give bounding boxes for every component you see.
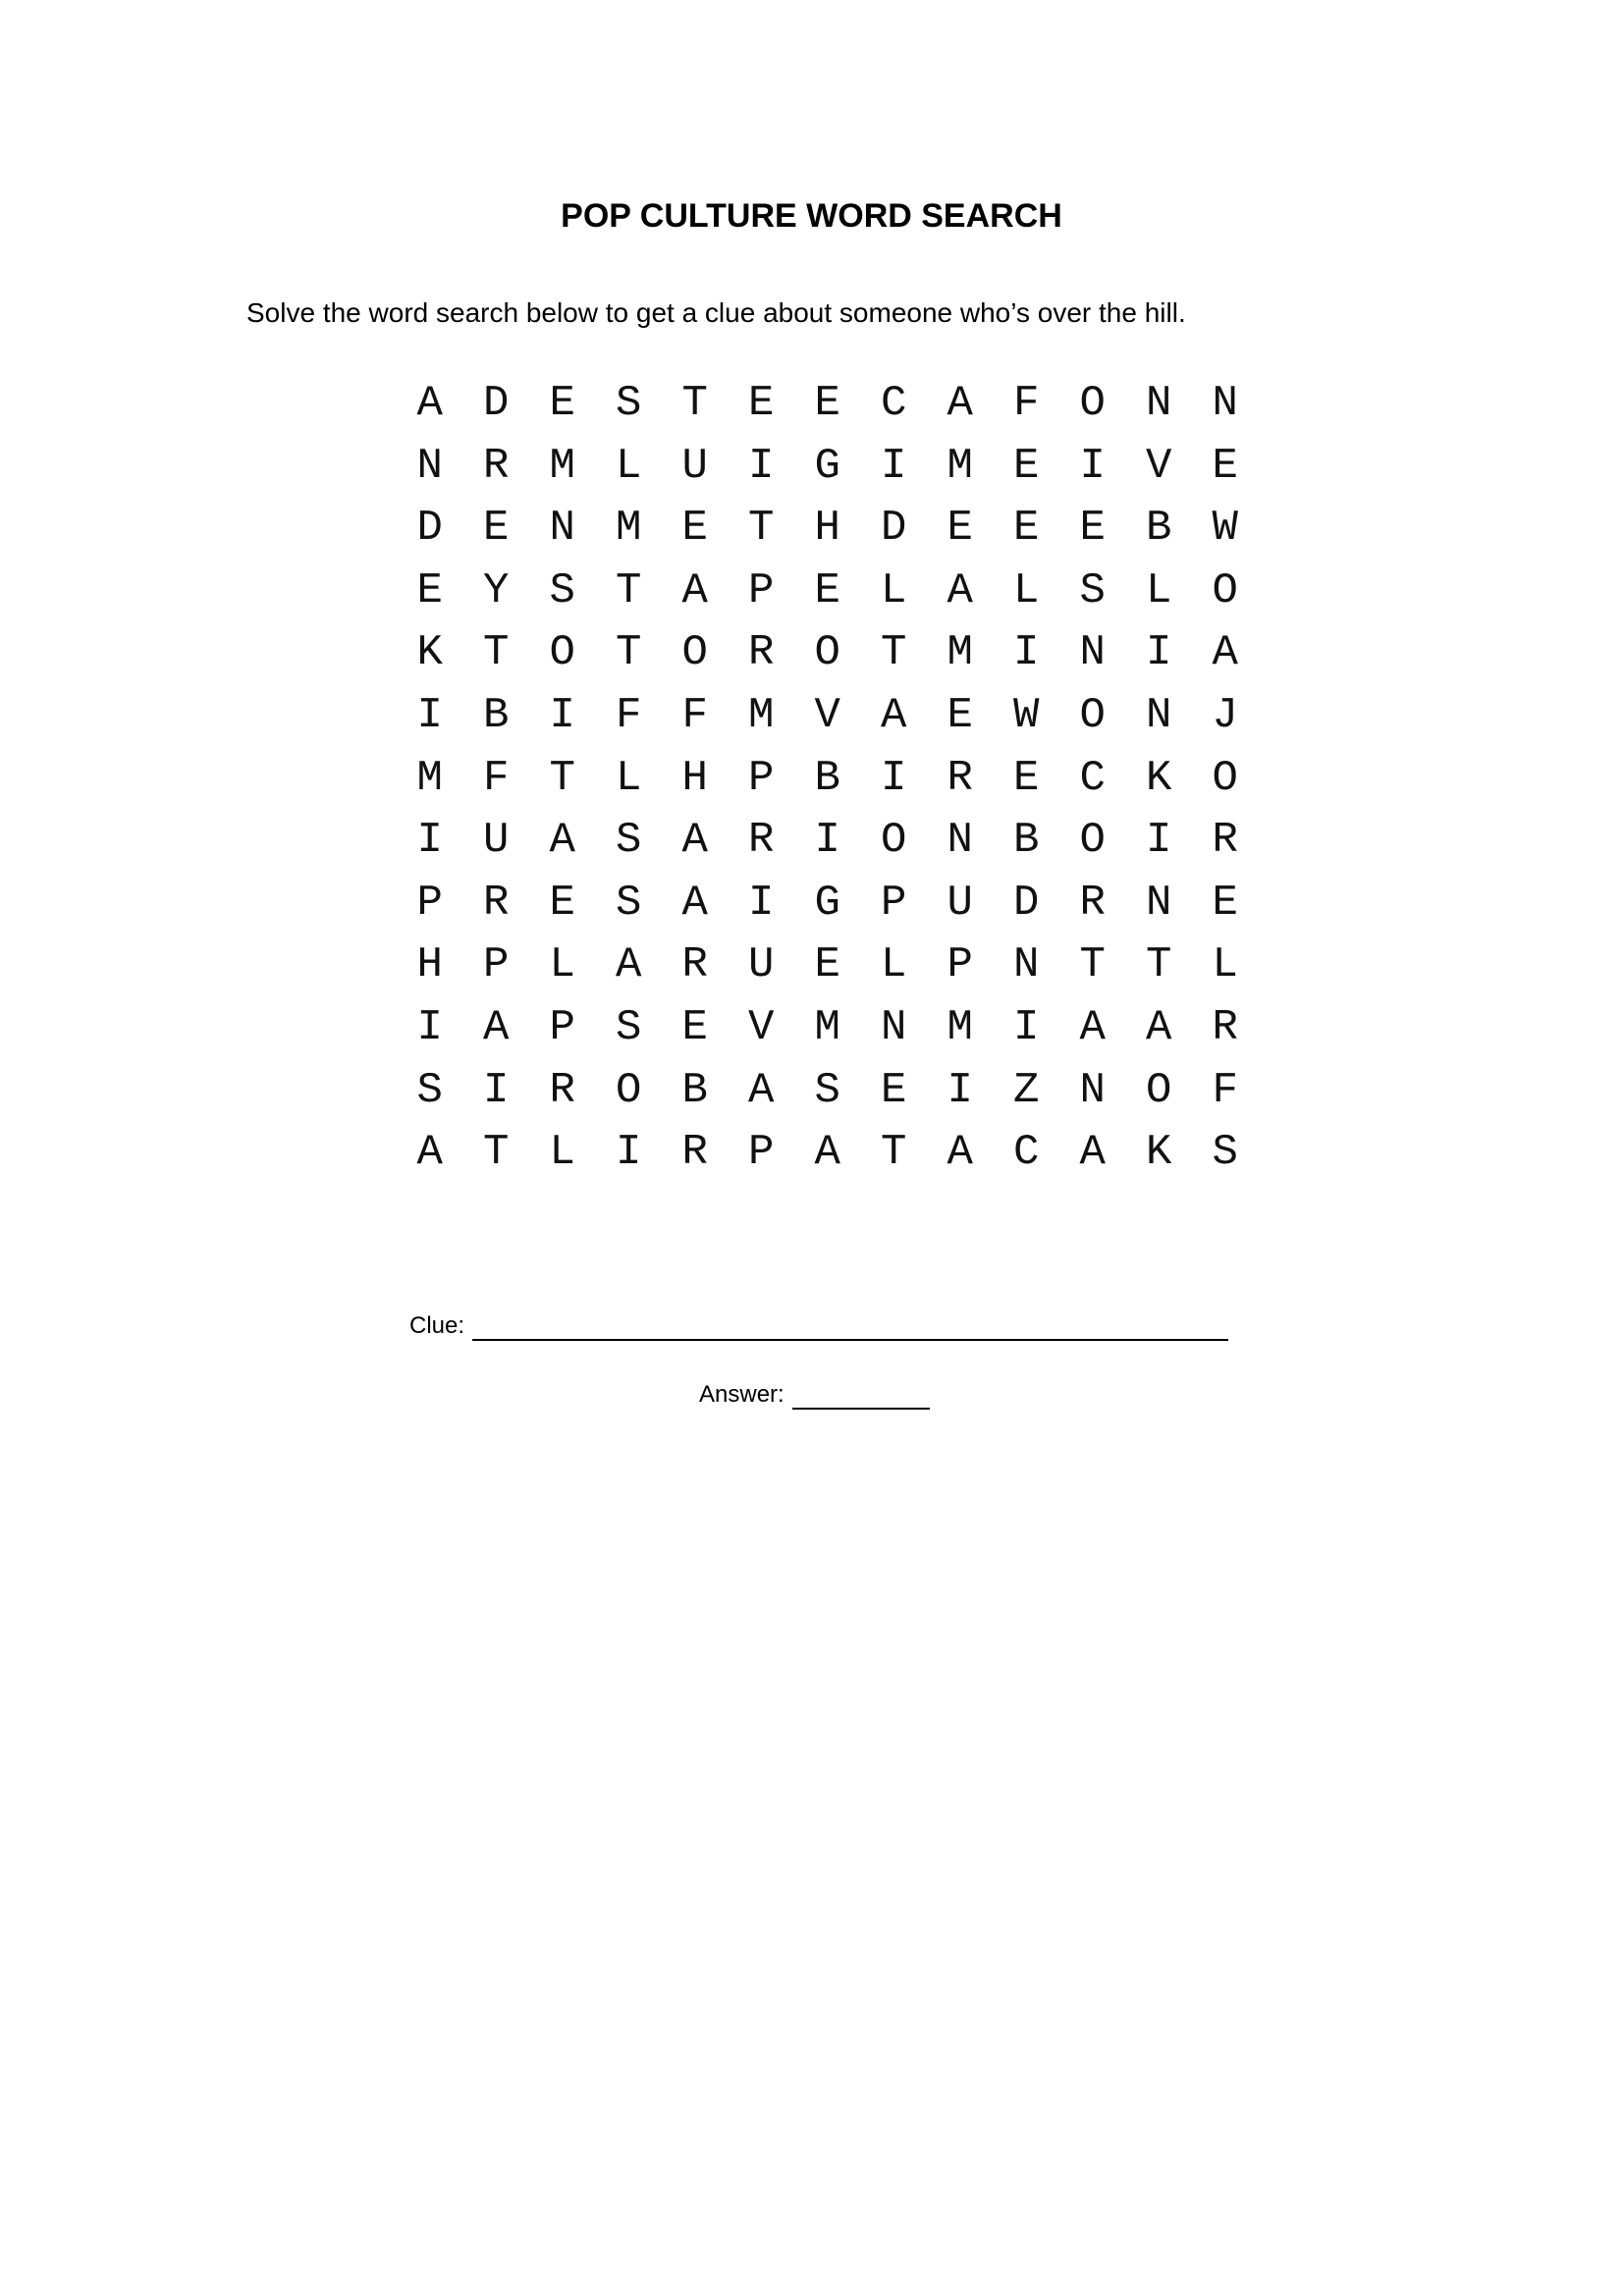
grid-letter: I: [1013, 628, 1040, 678]
grid-letter: A: [947, 379, 973, 428]
grid-letter: A: [681, 816, 708, 866]
grid-letter: R: [1079, 878, 1106, 928]
grid-letter: R: [947, 753, 973, 803]
grid-letter: S: [616, 1002, 642, 1052]
grid-letter: E: [1212, 878, 1238, 928]
grid-letter: L: [1013, 565, 1040, 615]
grid-letter: V: [748, 1002, 775, 1052]
answer-row: [699, 1380, 930, 1410]
grid-letter: N: [416, 441, 443, 491]
grid-letter: W: [1212, 504, 1238, 554]
grid-letter: A: [748, 1065, 775, 1115]
grid-letter: B: [1013, 816, 1040, 866]
grid-letter: M: [947, 441, 973, 491]
grid-letter: R: [1212, 816, 1238, 866]
grid-letter: R: [483, 441, 510, 491]
page-title: POP CULTURE WORD SEARCH: [561, 197, 1062, 235]
grid-letter: N: [1212, 379, 1238, 428]
grid-letter: F: [681, 690, 708, 740]
word-search-grid: [397, 373, 1259, 1185]
grid-letter: O: [881, 816, 907, 866]
grid-letter: T: [616, 565, 642, 615]
grid-letter: A: [549, 816, 575, 866]
grid-letter: N: [1146, 379, 1172, 428]
grid-letter: T: [881, 1128, 907, 1178]
grid-letter: G: [814, 878, 840, 928]
grid-letter: N: [549, 504, 575, 554]
grid-letter: M: [549, 441, 575, 491]
grid-letter: I: [416, 1002, 443, 1052]
grid-letter: T: [483, 628, 510, 678]
grid-letter: T: [483, 1128, 510, 1178]
grid-letter: W: [1013, 690, 1040, 740]
grid-letter: O: [1212, 565, 1238, 615]
grid-letter: F: [616, 690, 642, 740]
grid-letter: S: [616, 379, 642, 428]
grid-letter: Y: [483, 565, 510, 615]
grid-letter: T: [748, 504, 775, 554]
grid-letter: E: [416, 565, 443, 615]
grid-letter: E: [1212, 441, 1238, 491]
grid-letter: L: [881, 940, 907, 990]
grid-letter: L: [549, 1128, 575, 1178]
grid-letter: T: [881, 628, 907, 678]
grid-letter: M: [814, 1002, 840, 1052]
grid-letter: A: [681, 565, 708, 615]
grid-letter: P: [748, 565, 775, 615]
grid-letter: L: [1146, 565, 1172, 615]
grid-letter: A: [483, 1002, 510, 1052]
grid-letter: L: [616, 753, 642, 803]
grid-letter: A: [681, 878, 708, 928]
grid-letter: U: [748, 940, 775, 990]
grid-letter: R: [483, 878, 510, 928]
grid-letter: O: [1146, 1065, 1172, 1115]
grid-letter: I: [881, 441, 907, 491]
grid-letter: I: [1079, 441, 1106, 491]
grid-letter: N: [1146, 690, 1172, 740]
grid-letter: A: [1212, 628, 1238, 678]
clue-row: [409, 1311, 1228, 1341]
grid-letter: P: [416, 878, 443, 928]
grid-letter: J: [1212, 690, 1238, 740]
grid-letter: D: [881, 504, 907, 554]
grid-letter: R: [748, 628, 775, 678]
grid-letter: O: [1079, 690, 1106, 740]
grid-letter: I: [616, 1128, 642, 1178]
grid-letter: V: [814, 690, 840, 740]
grid-letter: P: [549, 1002, 575, 1052]
grid-letter: L: [549, 940, 575, 990]
grid-letter: M: [616, 504, 642, 554]
grid-letter: M: [416, 753, 443, 803]
grid-letter: E: [1013, 504, 1040, 554]
instructions-text: Solve the word search below to get a clue about someone who’s over the hill.: [246, 297, 1186, 328]
grid-letter: E: [748, 379, 775, 428]
grid-letter: N: [1013, 940, 1040, 990]
grid-letter: L: [881, 565, 907, 615]
grid-letter: E: [1013, 441, 1040, 491]
grid-letter: E: [1013, 753, 1040, 803]
grid-letter: T: [616, 628, 642, 678]
grid-letter: R: [681, 1128, 708, 1178]
grid-letter: M: [748, 690, 775, 740]
grid-letter: U: [483, 816, 510, 866]
grid-letter: F: [1212, 1065, 1238, 1115]
grid-letter: B: [1146, 504, 1172, 554]
grid-letter: S: [416, 1065, 443, 1115]
grid-letter: Z: [1013, 1065, 1040, 1115]
grid-letter: S: [1079, 565, 1106, 615]
grid-letter: A: [814, 1128, 840, 1178]
grid-letter: N: [947, 816, 973, 866]
grid-letter: E: [549, 878, 575, 928]
grid-letter: T: [1079, 940, 1106, 990]
grid-letter: D: [1013, 878, 1040, 928]
grid-letter: S: [616, 878, 642, 928]
grid-letter: V: [1146, 441, 1172, 491]
grid-letter: I: [881, 753, 907, 803]
grid-letter: R: [748, 816, 775, 866]
grid-letter: K: [1146, 1128, 1172, 1178]
grid-letter: I: [1013, 1002, 1040, 1052]
grid-letter: M: [947, 1002, 973, 1052]
grid-letter: E: [881, 1065, 907, 1115]
grid-letter: C: [1013, 1128, 1040, 1178]
grid-letter: E: [1079, 504, 1106, 554]
grid-letter: I: [1146, 816, 1172, 866]
grid-letter: N: [1079, 1065, 1106, 1115]
grid-letter: O: [1212, 753, 1238, 803]
grid-letter: E: [947, 504, 973, 554]
grid-letter: A: [947, 1128, 973, 1178]
grid-letter: L: [616, 441, 642, 491]
grid-letter: P: [483, 940, 510, 990]
grid-letter: E: [681, 504, 708, 554]
clue-blank-line[interactable]: [472, 1313, 1228, 1341]
grid-letter: O: [1079, 816, 1106, 866]
grid-letter: E: [814, 379, 840, 428]
grid-letter: O: [549, 628, 575, 678]
grid-letter: E: [681, 1002, 708, 1052]
grid-letter: E: [549, 379, 575, 428]
grid-letter: A: [416, 379, 443, 428]
grid-letter: O: [681, 628, 708, 678]
grid-letter: S: [549, 565, 575, 615]
grid-letter: K: [1146, 753, 1172, 803]
answer-label: Answer:: [699, 1381, 784, 1408]
grid-letter: B: [681, 1065, 708, 1115]
grid-letter: I: [814, 816, 840, 866]
grid-letter: T: [549, 753, 575, 803]
grid-letter: D: [416, 504, 443, 554]
grid-letter: A: [616, 940, 642, 990]
grid-letter: L: [1212, 940, 1238, 990]
grid-letter: D: [483, 379, 510, 428]
grid-letter: H: [681, 753, 708, 803]
grid-letter: C: [1079, 753, 1106, 803]
grid-letter: H: [416, 940, 443, 990]
grid-letter: N: [881, 1002, 907, 1052]
grid-letter: P: [947, 940, 973, 990]
grid-letter: A: [1079, 1002, 1106, 1052]
grid-letter: T: [681, 379, 708, 428]
grid-letter: C: [881, 379, 907, 428]
grid-letter: A: [1146, 1002, 1172, 1052]
grid-letter: I: [1146, 628, 1172, 678]
grid-letter: F: [1013, 379, 1040, 428]
grid-letter: U: [681, 441, 708, 491]
grid-letter: P: [748, 753, 775, 803]
grid-letter: A: [947, 565, 973, 615]
answer-blank-line[interactable]: [792, 1382, 930, 1410]
grid-letter: G: [814, 441, 840, 491]
grid-letter: P: [881, 878, 907, 928]
grid-letter: E: [947, 690, 973, 740]
grid-letter: I: [748, 878, 775, 928]
grid-letter: I: [416, 816, 443, 866]
grid-letter: N: [1146, 878, 1172, 928]
grid-letter: N: [1079, 628, 1106, 678]
grid-letter: F: [483, 753, 510, 803]
grid-letter: B: [814, 753, 840, 803]
grid-letter: R: [1212, 1002, 1238, 1052]
grid-letter: S: [1212, 1128, 1238, 1178]
grid-letter: E: [814, 565, 840, 615]
grid-letter: A: [881, 690, 907, 740]
grid-letter: M: [947, 628, 973, 678]
grid-letter: A: [416, 1128, 443, 1178]
clue-label: Clue:: [409, 1312, 465, 1339]
grid-letter: S: [814, 1065, 840, 1115]
grid-letter: P: [748, 1128, 775, 1178]
grid-letter: S: [616, 816, 642, 866]
grid-letter: I: [549, 690, 575, 740]
grid-letter: I: [416, 690, 443, 740]
grid-letter: I: [483, 1065, 510, 1115]
grid-letter: T: [1146, 940, 1172, 990]
grid-letter: H: [814, 504, 840, 554]
grid-letter: O: [616, 1065, 642, 1115]
grid-letter: B: [483, 690, 510, 740]
grid-letter: R: [681, 940, 708, 990]
grid-letter: I: [947, 1065, 973, 1115]
grid-letter: O: [1079, 379, 1106, 428]
grid-letter: I: [748, 441, 775, 491]
grid-letter: K: [416, 628, 443, 678]
grid-letter: A: [1079, 1128, 1106, 1178]
grid-letter: E: [814, 940, 840, 990]
grid-letter: E: [483, 504, 510, 554]
grid-letter: O: [814, 628, 840, 678]
grid-letter: U: [947, 878, 973, 928]
grid-letter: R: [549, 1065, 575, 1115]
